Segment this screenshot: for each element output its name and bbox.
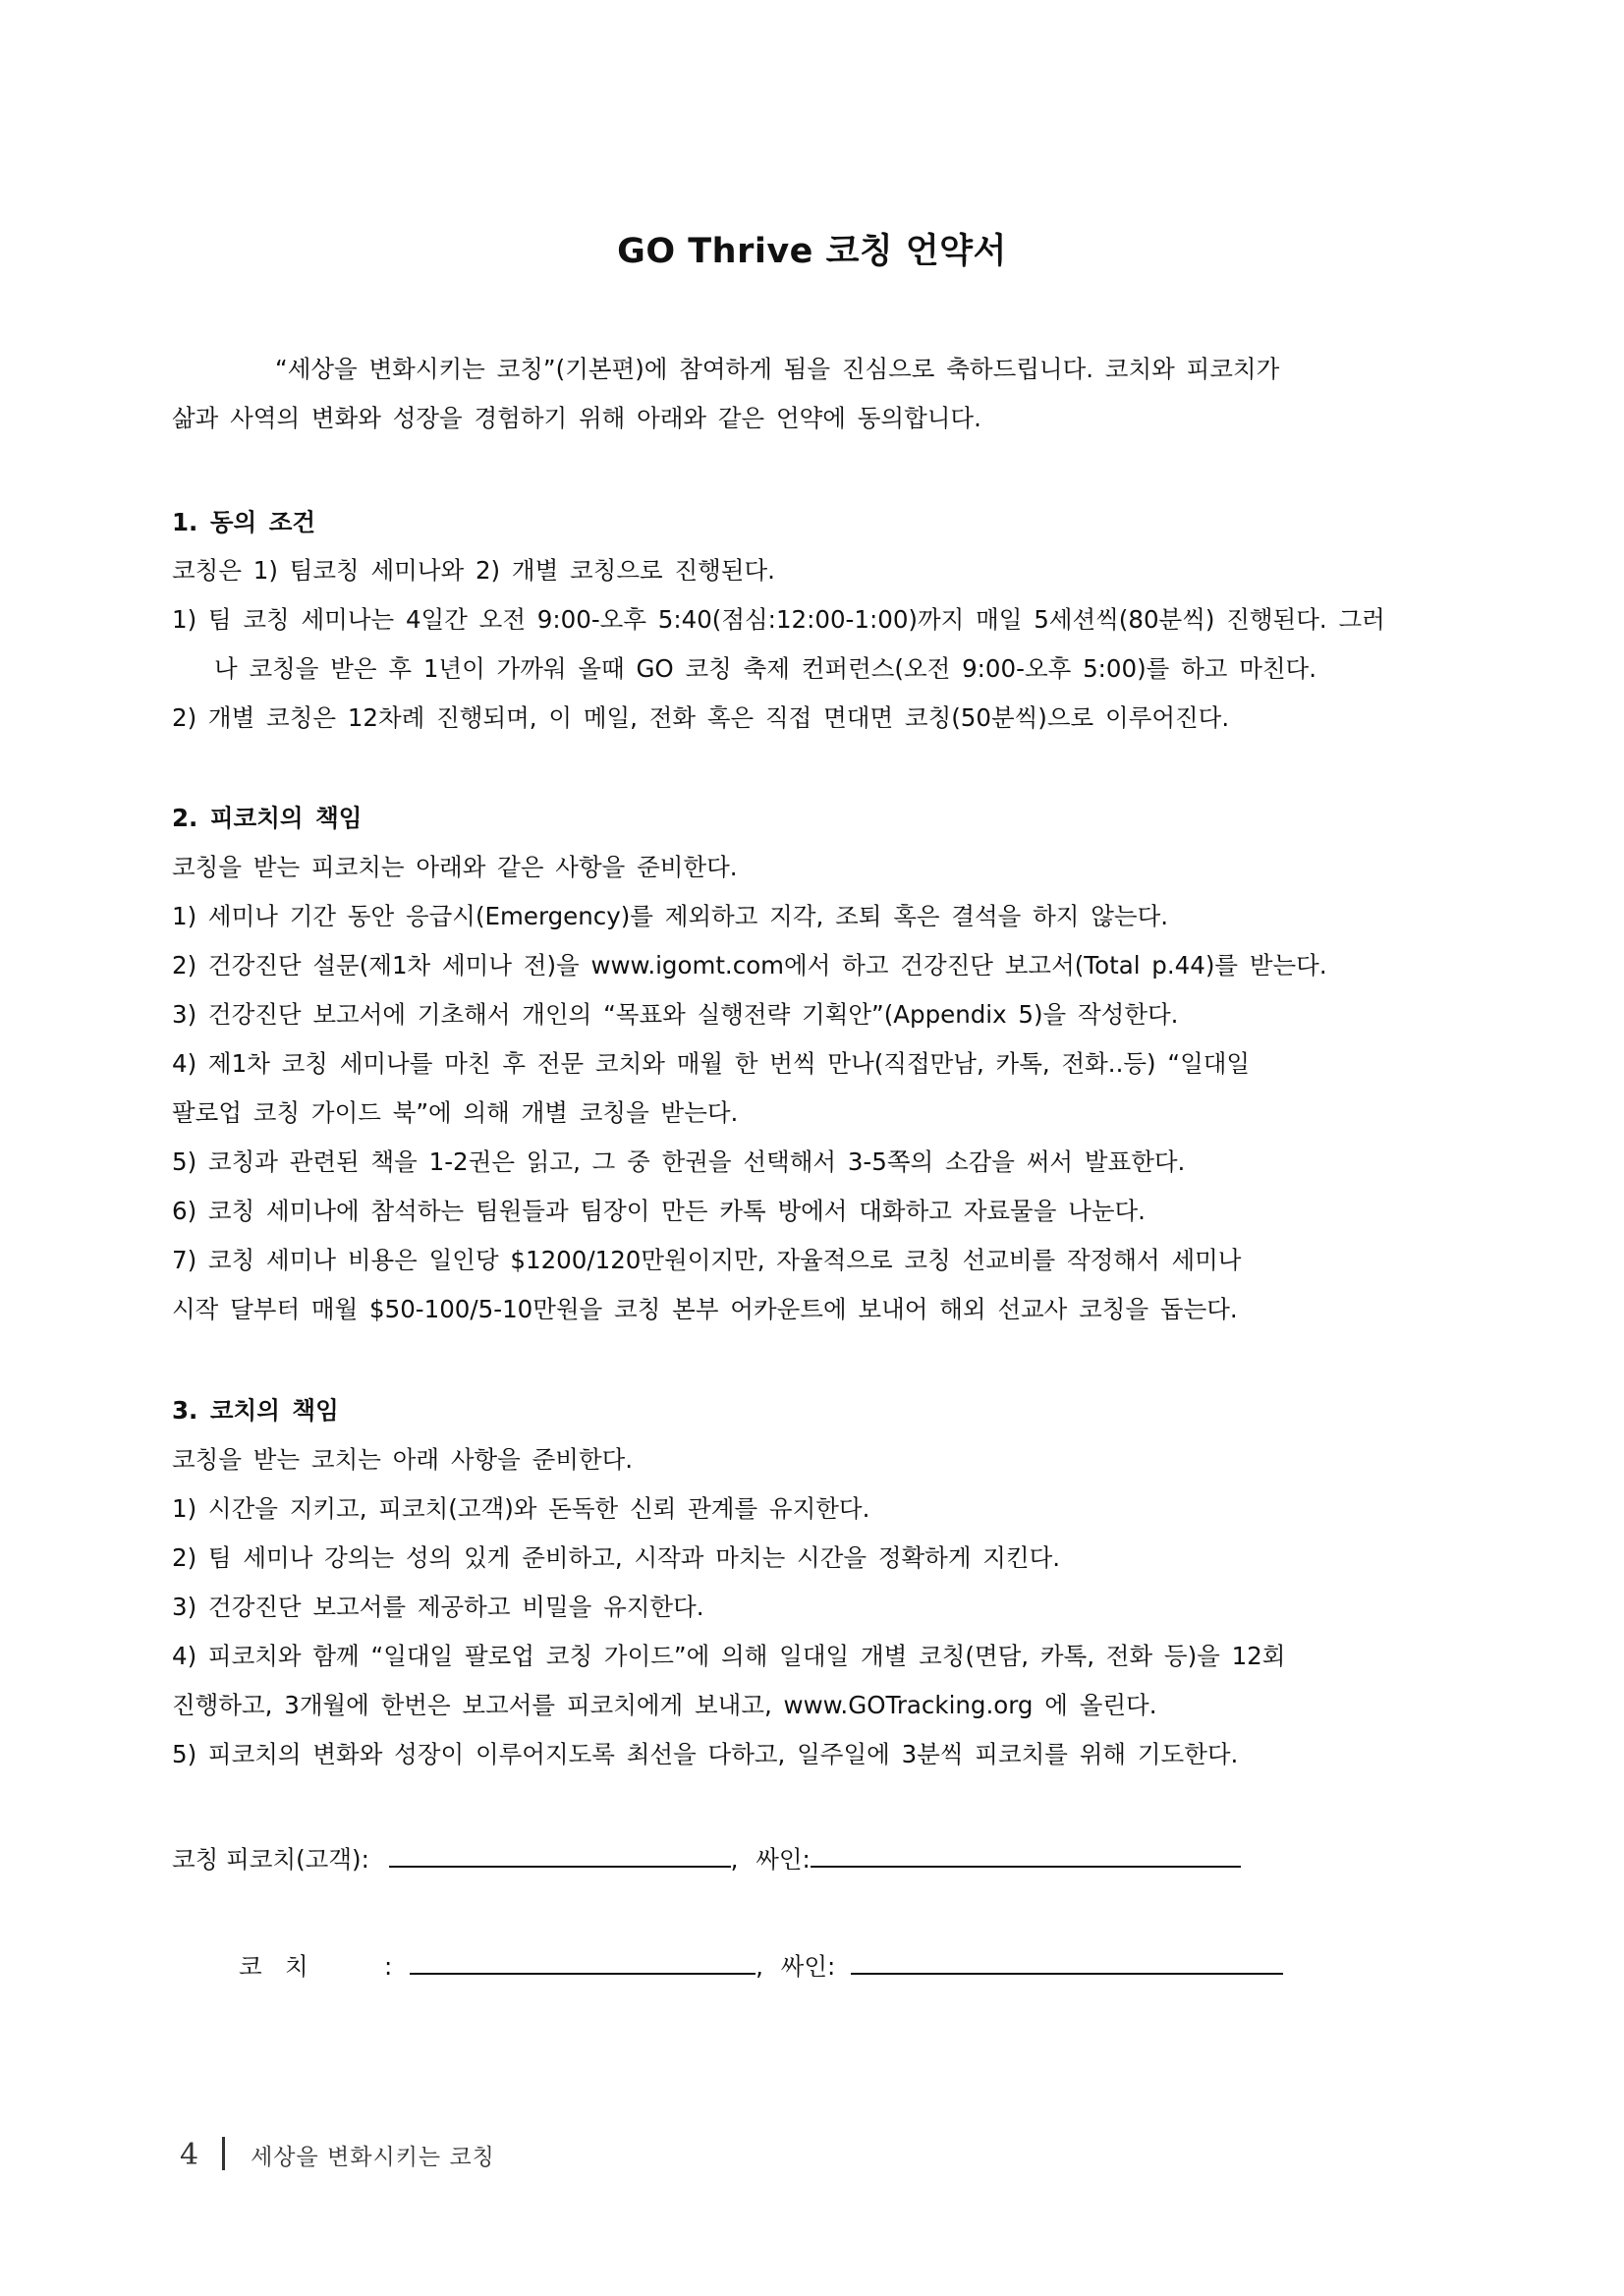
section-1-line: 코칭은 1) 팀코칭 세미나와 2) 개별 코칭으로 진행된다. bbox=[172, 556, 775, 585]
section-3-line: 5) 피코치의 변화와 성장이 이루어지도록 최선을 다하고, 일주일에 3분씩 피코치를 위해 기도한다. bbox=[172, 1740, 1239, 1768]
page-number: 4 bbox=[180, 2138, 199, 2172]
section-2-line: 팔로업 코칭 가이드 북”에 의해 개별 코칭을 받는다. bbox=[172, 1098, 739, 1127]
document-title: GO Thrive 코칭 언약서 bbox=[617, 232, 1007, 271]
section-2-line: 7) 코칭 세미나 비용은 일인당 $1200/120만원이지만, 자율적으로 코칭 선교비를 작정해서 세미나 bbox=[172, 1246, 1242, 1274]
page-footer bbox=[180, 2137, 495, 2172]
section-1-line: 나 코칭을 받은 후 1년이 가까워 올때 GO 코칭 축제 컨퍼런스(오전 9:00-오후 5:00)를 하고 마친다. bbox=[214, 654, 1317, 683]
colon: : bbox=[384, 1952, 393, 1981]
section-2-line: 2) 건강진단 설문(제1차 세미나 전)을 www.igomt.com에서 하고 건강진단 보고서(Total p.44)를 받는다. bbox=[172, 951, 1327, 980]
section-3-heading: 3. 코치의 책임 bbox=[172, 1396, 339, 1425]
section-1-line: 2) 개별 코칭은 12차례 진행되며, 이 메일, 전화 혹은 직접 면대면 코칭(50분씩)으로 이루어진다. bbox=[172, 703, 1230, 732]
footer-title: 세상을 변화시키는 코칭 bbox=[251, 2145, 495, 2170]
coachee-label: 코칭 피코치(고객): bbox=[172, 1845, 369, 1874]
comma: , bbox=[756, 1952, 763, 1981]
coach-signature-row bbox=[239, 1947, 1536, 1985]
section-1-line: 1) 팀 코칭 세미나는 4일간 오전 9:00-오후 5:40(점심:12:00-1:00)까지 매일 5세션씩(80분씩) 진행된다. 그러 bbox=[172, 605, 1385, 634]
coach-signature-field[interactable] bbox=[851, 1947, 1283, 1975]
section-1-heading: 1. 동의 조건 bbox=[172, 508, 316, 536]
section-3-line: 코칭을 받는 코치는 아래 사항을 준비한다. bbox=[172, 1445, 634, 1474]
section-3-line: 4) 피코치와 함께 “일대일 팔로업 코칭 가이드”에 의해 일대일 개별 코칭(면담, 카톡, 전화 등)을 12회 bbox=[172, 1642, 1286, 1670]
section-3-line: 3) 건강진단 보고서를 제공하고 비밀을 유지한다. bbox=[172, 1593, 704, 1621]
coach-label: 코 치 bbox=[239, 1952, 308, 1981]
coach-sign-label: 싸인: bbox=[780, 1952, 836, 1981]
section-3-line: 2) 팀 세미나 강의는 성의 있게 준비하고, 시작과 마치는 시간을 정확하게 지킨다. bbox=[172, 1543, 1061, 1572]
section-2-line: 4) 제1차 코칭 세미나를 마친 후 전문 코치와 매월 한 번씩 만나(직접만남, 카톡, 전화..등) “일대일 bbox=[172, 1049, 1251, 1078]
section-2-line: 1) 세미나 기간 동안 응급시(Emergency)를 제외하고 지각, 조퇴 혹은 결석을 하지 않는다. bbox=[172, 902, 1169, 930]
section-2-line: 6) 코칭 세미나에 참석하는 팀원들과 팀장이 만든 카톡 방에서 대화하고 자료물을 나눈다. bbox=[172, 1197, 1146, 1225]
footer-divider bbox=[222, 2137, 225, 2170]
section-2-line: 코칭을 받는 피코치는 아래와 같은 사항을 준비한다. bbox=[172, 853, 738, 881]
section-2-line: 3) 건강진단 보고서에 기초해서 개인의 “목표와 실행전략 기획안”(Appendix 5)을 작성한다. bbox=[172, 1000, 1179, 1029]
section-3-line: 1) 시간을 지키고, 피코치(고객)와 돈독한 신뢰 관계를 유지한다. bbox=[172, 1494, 870, 1523]
section-2-line: 시작 달부터 매월 $50-100/5-10만원을 코칭 본부 어카운트에 보내어 해외 선교사 코칭을 돕는다. bbox=[172, 1295, 1238, 1323]
section-2-line: 5) 코칭과 관련된 책을 1-2권은 읽고, 그 중 한권을 선택해서 3-5쪽의 소감을 써서 발표한다. bbox=[172, 1148, 1186, 1176]
comma: , bbox=[730, 1845, 739, 1874]
coachee-name-field[interactable] bbox=[389, 1840, 731, 1868]
coachee-signature-field[interactable] bbox=[811, 1840, 1241, 1868]
coach-name-field[interactable] bbox=[410, 1947, 756, 1975]
intro-line-1: “세상을 변화시키는 코칭”(기본편)에 참여하게 됨을 진심으로 축하드립니다. 코치와 피코치가 bbox=[275, 355, 1280, 383]
section-2-heading: 2. 피코치의 책임 bbox=[172, 804, 363, 832]
coachee-signature-row bbox=[172, 1840, 1469, 1877]
section-3-line: 진행하고, 3개월에 한번은 보고서를 피코치에게 보내고, www.GOTracking.org 에 올린다. bbox=[172, 1691, 1157, 1719]
coachee-sign-label: 싸인: bbox=[756, 1845, 811, 1874]
intro-line-2: 삶과 사역의 변화와 성장을 경험하기 위해 아래와 같은 언약에 동의합니다. bbox=[172, 404, 981, 432]
